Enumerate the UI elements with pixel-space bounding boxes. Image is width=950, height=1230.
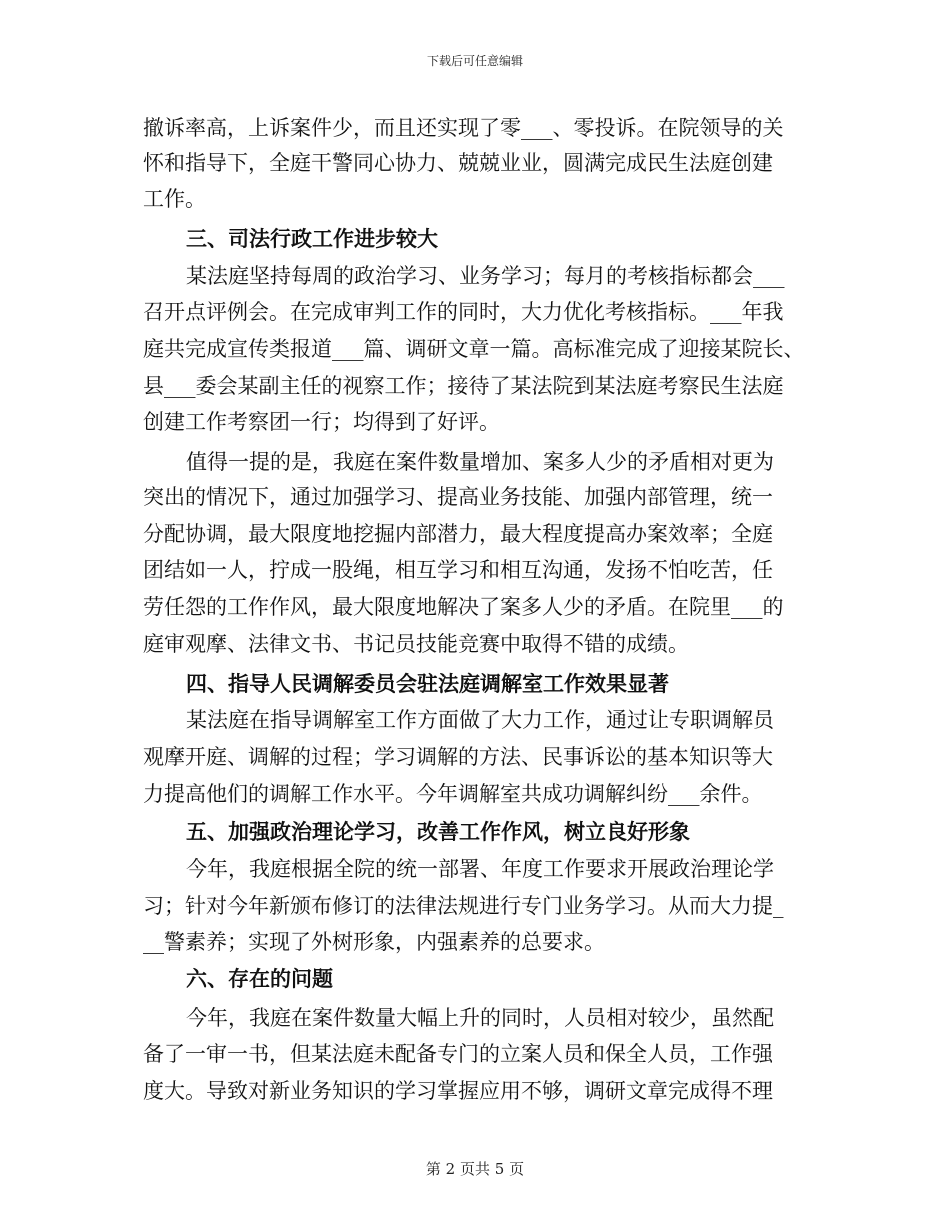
body-line: 庭共完成宣传类报道___篇、调研文章一篇。高标准完成了迎接某院长、 — [143, 337, 805, 361]
section-heading: 四、指导人民调解委员会驻法庭调解室工作效果显著 — [186, 672, 669, 696]
body-line: 备了一审一书，但某法庭未配备专门的立案人员和保全人员，工作强 — [143, 1042, 773, 1066]
body-line: 撤诉率高，上诉案件少，而且还实现了零___、零投诉。在院领导的关 — [143, 116, 784, 140]
section-heading: 六、存在的问题 — [186, 967, 333, 991]
body-line: 值得一提的是，我庭在案件数量增加、案多人少的矛盾相对更为 — [186, 450, 774, 474]
section-heading: 三、司法行政工作进步较大 — [186, 227, 438, 251]
body-line: 工作。 — [143, 187, 206, 211]
body-line: __警素养；实现了外树形象，内强素养的总要求。 — [143, 930, 605, 954]
body-line: 力提高他们的调解工作水平。今年调解室共成功调解纠纷___余件。 — [143, 782, 763, 806]
body-line: 习；针对今年新颁布修订的法律法规进行专门业务学习。从而大力提_ — [143, 894, 784, 918]
body-line: 今年，我庭根据全院的统一部署、年度工作要求开展政治理论学 — [186, 857, 774, 881]
body-line: 度大。导致对新业务知识的学习掌握应用不够，调研文章完成得不理 — [143, 1079, 773, 1103]
page-footer: 第 2 页共 5 页 — [425, 1160, 525, 1178]
body-line: 庭审观摩、法律文书、书记员技能竞赛中取得不错的成绩。 — [143, 632, 689, 656]
section-heading: 五、加强政治理论学习，改善工作作风，树立良好形象 — [186, 820, 690, 844]
body-line: 召开点评例会。在完成审判工作的同时，大力优化考核指标。___年我 — [143, 300, 784, 324]
body-line: 突出的情况下，通过加强学习、提高业务技能、加强内部管理，统一 — [143, 485, 773, 509]
body-line: 某法庭在指导调解室工作方面做了大力工作，通过让专职调解员 — [186, 708, 774, 732]
body-line: 今年，我庭在案件数量大幅上升的同时，人员相对较少，虽然配 — [186, 1006, 774, 1030]
body-line: 分配协调，最大限度地挖掘内部潜力，最大程度提高办案效率；全庭 — [143, 522, 773, 546]
page-header: 下载后可任意编辑 — [426, 54, 523, 68]
body-line: 县___委会某副主任的视察工作；接待了某法院到某法庭考察民生法庭 — [143, 374, 784, 398]
body-line: 创建工作考察团一行；均得到了好评。 — [143, 410, 500, 434]
body-line: 某法庭坚持每周的政治学习、业务学习；每月的考核指标都会___ — [186, 264, 785, 288]
body-line: 团结如一人，拧成一股绳，相互学习和相互沟通，发扬不怕吃苦，任 — [143, 558, 773, 582]
body-line: 观摩开庭、调解的过程；学习调解的方法、民事诉讼的基本知识等大 — [143, 745, 773, 769]
body-line: 怀和指导下，全庭干警同心协力、兢兢业业，圆满完成民生法庭创建 — [143, 151, 773, 175]
body-line: 劳任怨的工作作风，最大限度地解决了案多人少的矛盾。在院里___的 — [143, 595, 784, 619]
